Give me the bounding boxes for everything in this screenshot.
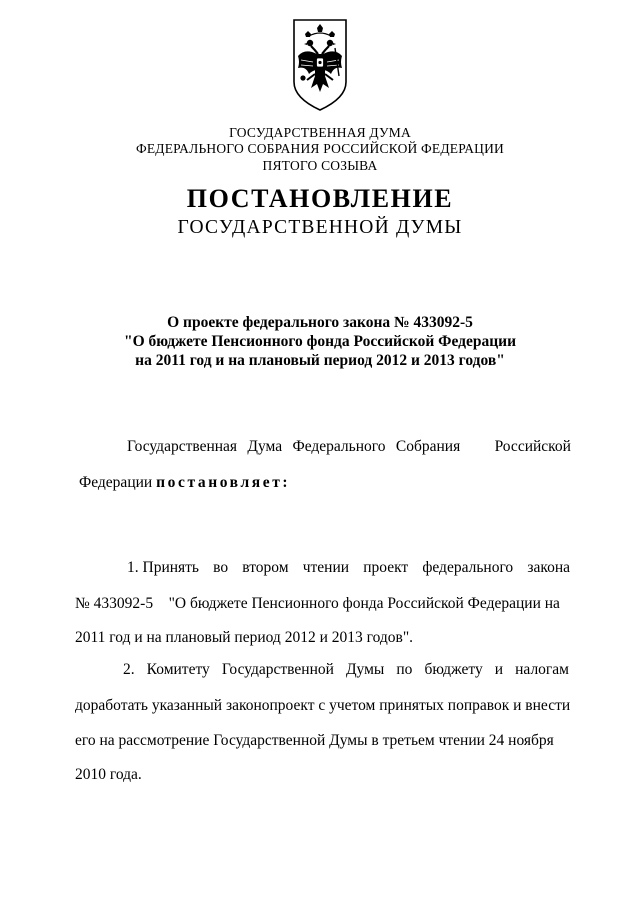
item-2-word: Государственной <box>221 661 334 678</box>
preamble-line-1 <box>127 437 571 457</box>
preamble-word: Государственная <box>127 438 238 455</box>
item-2-word: и <box>494 661 504 678</box>
item-2-word: Комитету <box>146 661 210 678</box>
preamble-word: Федерального <box>292 438 386 455</box>
item-2-word: по <box>396 661 413 678</box>
preamble-word: Собрания <box>395 438 461 455</box>
org-name-line-2: ФЕДЕРАЛЬНОГО СОБРАНИЯ РОССИЙСКОЙ ФЕДЕРАЦИИ <box>136 141 504 156</box>
item-1-word: во <box>213 559 229 576</box>
item-1-word: закона <box>527 559 570 576</box>
item-2-line-3: его на рассмотрение Государственной Думы в третьем чтении 24 ноября <box>75 732 554 749</box>
document-title: ПОСТАНОВЛЕНИЕ <box>186 184 454 213</box>
subject-line-2: "О бюджете Пенсионного фонда Российской Федерации <box>123 333 517 350</box>
item-2-word: Думы <box>345 661 385 678</box>
item-2-line-4: 2010 года. <box>75 766 142 783</box>
item-2-word: налогам <box>515 661 569 678</box>
preamble-line-2-text: Федерации <box>79 474 157 491</box>
item-2-word: бюджету <box>424 661 483 678</box>
convocation-line: ПЯТОГО СОЗЫВА <box>262 158 378 173</box>
preamble-line-2 <box>79 473 290 493</box>
item-1-line-3: 2011 год и на плановый период 2012 и 2013 годов". <box>75 629 414 646</box>
preamble-word: Российской <box>494 438 571 455</box>
item-1-word: чтении <box>302 559 350 576</box>
subject-line-1: О проекте федерального закона № 433092-5 <box>167 314 473 331</box>
russian-coat-of-arms-icon <box>291 18 349 112</box>
decree-word: постановляет: <box>156 474 291 491</box>
item-1-word: федерального <box>422 559 514 576</box>
item-1-line-1 <box>127 558 570 578</box>
org-name-line-1: ГОСУДАРСТВЕННАЯ ДУМА <box>229 125 411 140</box>
item-1-word: проект <box>363 559 409 576</box>
item-2-line-2: доработать указанный законопроект с учетом принятых поправок и внести <box>75 697 571 714</box>
subject-line-3: на 2011 год и на плановый период 2012 и 2013 годов" <box>135 352 505 369</box>
item-2-word: 2. <box>123 661 135 678</box>
item-1-line-2: № 433092-5 "О бюджете Пенсионного фонда Российской Федерации на <box>75 595 560 612</box>
item-2-line-1 <box>123 660 569 680</box>
item-1-word: 1. Принять <box>127 559 200 576</box>
document-subtitle: ГОСУДАРСТВЕННОЙ ДУМЫ <box>177 217 463 238</box>
preamble-word: Дума <box>247 438 283 455</box>
item-1-word: втором <box>242 559 289 576</box>
